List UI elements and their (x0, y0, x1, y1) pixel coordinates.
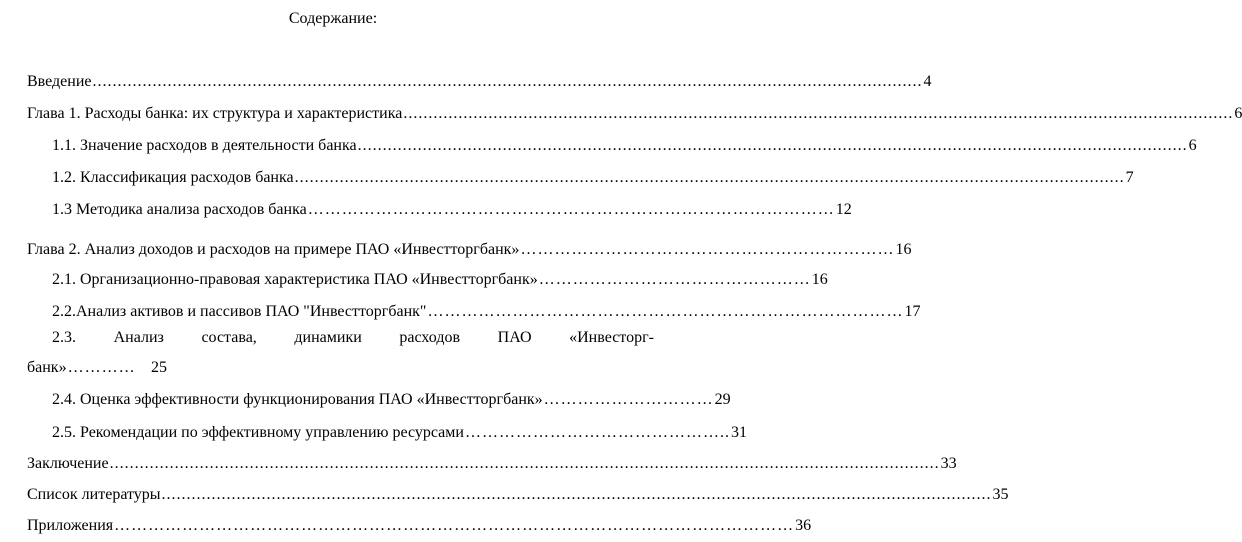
toc-word: ПАО (497, 329, 532, 346)
toc-page-number: 7 (1125, 169, 1134, 186)
toc-page-number: 31 (730, 424, 747, 441)
toc-page-number: 17 (904, 303, 921, 320)
toc-page-number: 6 (1188, 137, 1197, 154)
toc-entry-label: 1.3 Методика анализа расходов банка (52, 201, 307, 218)
toc-word: 2.3. (52, 329, 76, 346)
toc-entry-label: Введение (27, 73, 92, 90)
toc-leader: ...................................................................................................................................................................... (294, 169, 1125, 186)
toc-entry-2-5[interactable] (0, 423, 747, 443)
toc-leader: ………… (67, 359, 136, 376)
toc-entry-label: Глава 2. Анализ доходов и расходов на примере ПАО «Инвестторгбанк» (27, 241, 520, 258)
toc-entry-2-1[interactable] (0, 270, 828, 290)
toc-word: Анализ (113, 329, 164, 346)
toc-entry-appendices[interactable] (0, 516, 812, 536)
toc-word: состава, (201, 329, 257, 346)
toc-leader: ...................................................................................................................................................................... (357, 137, 1188, 154)
toc-leader: ...................................................................................................................................................................... (403, 105, 1234, 122)
toc-page-number: 16 (811, 271, 828, 288)
toc-entry-label: 1.2. Классификация расходов банка (52, 169, 294, 186)
toc-page-number: 29 (714, 391, 731, 408)
toc-word: расходов (399, 329, 461, 346)
toc-entry-references[interactable] (0, 485, 1009, 505)
toc-entry-label: банк» (27, 359, 67, 376)
toc-page-number: 25 (151, 359, 167, 376)
toc-word: «Инвесторг- (569, 329, 654, 346)
toc-entry-2-3-continuation[interactable] (0, 358, 666, 378)
toc-word: динамики (294, 329, 362, 346)
toc-page-number: 16 (895, 241, 912, 258)
toc-entry-label: Заключение (27, 455, 109, 472)
toc-entry-chapter-1[interactable] (0, 104, 1242, 124)
toc-leader: ……………………………………….. (464, 424, 730, 441)
page-title: Содержание: (288, 10, 378, 27)
toc-entry-2-2[interactable] (0, 302, 921, 322)
toc-entry-label: Глава 1. Расходы банка: их структура и характеристика (27, 105, 403, 122)
toc-leader: ………………………………………… (538, 271, 811, 288)
toc-entry-label: 1.1. Значение расходов в деятельности банка (52, 137, 357, 154)
toc-entry-chapter-2[interactable] (0, 240, 912, 260)
toc-entry-2-4[interactable] (0, 390, 731, 410)
toc-entry-label: Список литературы (27, 486, 161, 503)
toc-leader: ………………………………………………………………………………… (307, 201, 835, 218)
toc-entry-1-2[interactable] (0, 168, 1134, 188)
toc-entry-label: Приложения (27, 517, 114, 534)
toc-entry-2-3[interactable] (0, 328, 666, 348)
toc-leader: ...................................................................................................................................................................... (109, 455, 940, 472)
toc-entry-label: 2.2.Анализ активов и пассивов ПАО "Инвестторгбанк" (52, 303, 427, 320)
toc-leader: ...................................................................................................................................................................... (161, 486, 992, 503)
toc-page-number: 12 (835, 201, 852, 218)
toc-entry-label: 2.1. Организационно-правовая характеристика ПАО «Инвестторгбанк» (52, 271, 538, 288)
toc-leader: ………………………………………………………… (520, 241, 895, 258)
toc-leader: ………………………… (543, 391, 714, 408)
toc-leader: ...................................................................................................................................................................... (92, 73, 923, 90)
toc-entry-1-3[interactable] (0, 200, 852, 220)
toc-leader: ………………………………………………………………………… (427, 303, 904, 320)
toc-page-number: 4 (923, 73, 932, 90)
toc-page-number: 33 (940, 455, 957, 472)
toc-leader: ………………………………………………………………………………………………………… (114, 517, 795, 534)
toc-page-number: 36 (795, 517, 812, 534)
toc-entry-1-1[interactable] (0, 136, 1197, 156)
toc-page-number: 35 (992, 486, 1009, 503)
toc-entry-label: 2.4. Оценка эффективности функционирования ПАО «Инвестторгбанк» (52, 391, 543, 408)
toc-entry-label: 2.5. Рекомендации по эффективному управлению ресурсами (52, 424, 464, 441)
toc-entry-conclusion[interactable] (0, 454, 957, 474)
toc-page-number: 6 (1234, 105, 1242, 122)
toc-entry-intro[interactable] (0, 72, 932, 92)
